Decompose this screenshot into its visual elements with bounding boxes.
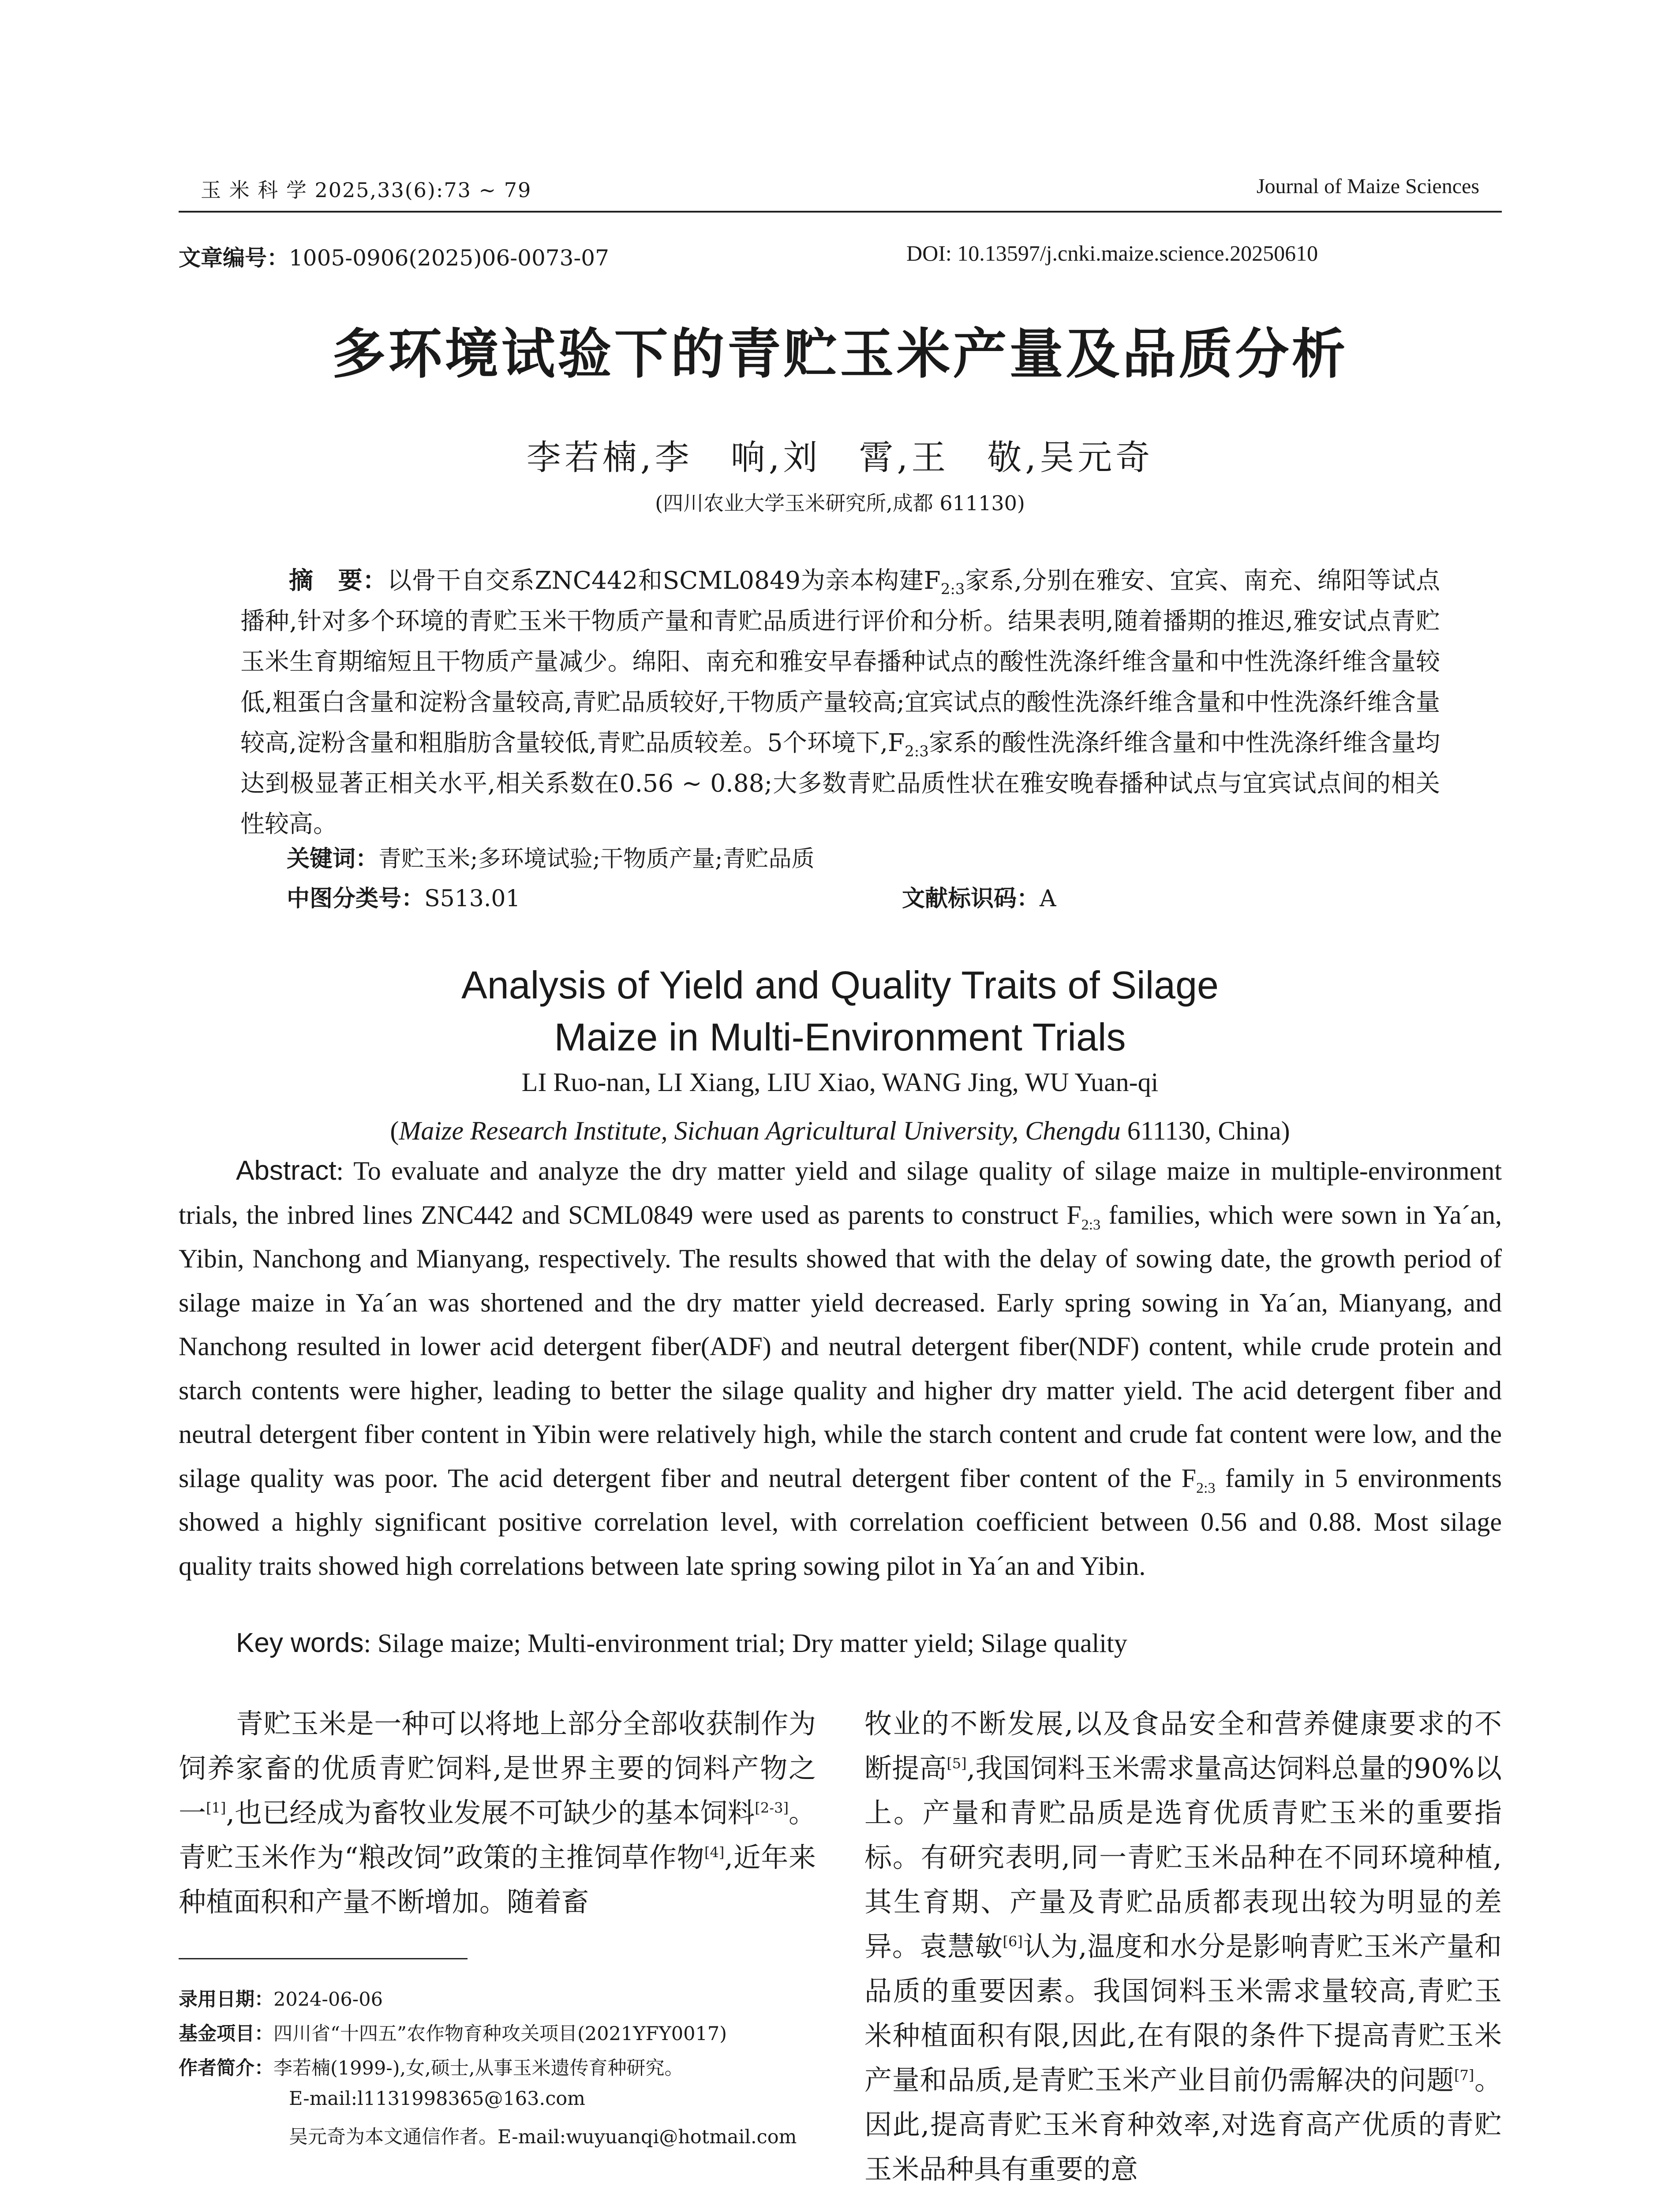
subscript: 2:3	[940, 580, 965, 598]
subscript: 2:3	[1081, 1216, 1101, 1233]
body-column-left	[179, 1701, 816, 1924]
article-number	[179, 240, 609, 272]
citation-ref[interactable]: [4]	[704, 1844, 725, 1861]
keywords-chinese-text: 青贮玉米;多环境试验;干物质产量;青贮品质	[378, 846, 815, 872]
abstract-english-text: family in 5 environments showed a highly significant positive correlation level, with correlation coefficient between 0.56 and 0.88. Most silage quality traits showed high correlations between late spring sowing pilot in Ya´an and Yibin.	[179, 1463, 1502, 1581]
footnote-text: 四川省“十四五”农作物育种攻关项目(2021YFY0017)	[273, 2023, 727, 2045]
header-rule	[179, 211, 1502, 213]
document-code-value: A	[1040, 886, 1056, 912]
body-text: ,我国饲料玉米需求量高达饲料总量的90%以上。产量和青贮品质是选育优质青贮玉米的重要指标。有研究表明,同一青贮玉米品种在不同环境种植,其生育期、产量及青贮品质都表现出较为明显的差异。袁慧敏	[864, 1752, 1502, 1962]
journal-running-title: 玉 米 科 学 2025,33(6):73 ~ 79	[201, 178, 532, 202]
citation-ref[interactable]: [7]	[1454, 2067, 1474, 2084]
subscript: 2:3	[905, 743, 929, 760]
footnote-received	[179, 1984, 383, 2011]
abstract-chinese-text: 以骨干自交系ZNC442和SCML0849为亲本构建F	[387, 566, 941, 594]
article-number-value: 1005-0906(2025)06-0073-07	[289, 245, 609, 271]
document-code-label: 文献标识码：	[902, 886, 1040, 912]
abstract-chinese	[240, 560, 1440, 844]
authors-english: LI Ruo-nan, LI Xiang, LIU Xiao, WANG Jing, WU Yuan-qi	[521, 1068, 1159, 1097]
title-english	[0, 959, 1680, 1063]
keywords-chinese-label: 关键词：	[287, 846, 379, 872]
citation-ref[interactable]: [1]	[206, 1799, 226, 1816]
keywords-english-label: Key words	[236, 1628, 364, 1658]
affiliation-english	[0, 1116, 1680, 1146]
abstract-english-text: : To evaluate and analyze the dry matter yield and silage quality of silage maize in multiple-environment trials, the inbred lines ZNC442 and SCML0849 were used as parents to construct F	[179, 1156, 1502, 1230]
footnote-text: 2024-06-06	[273, 1988, 383, 2011]
abstract-chinese-text: 家系,分别在雅安、宜宾、南充、绵阳等试点播种,针对多个环境的青贮玉米干物质产量和青贮品质进行评价和分析。结果表明,随着播期的推迟,雅安试点青贮玉米生育期缩短且干物质产量减少。绵阳、南充和雅安早春播种试点的酸性洗涤纤维含量和中性洗涤纤维含量较低,粗蛋白含量和淀粉含量较高,青贮品质较好,干物质产量较高;宜宾试点的酸性洗涤纤维含量和中性洗涤纤维含量较高,淀粉含量和粗脂肪含量较低,青贮品质较差。5个环境下,F	[240, 566, 1440, 757]
body-column-right	[864, 1701, 1502, 2191]
footnote-email[interactable]: E-mail:l1131998365@163.com	[289, 2088, 585, 2110]
keywords-chinese	[287, 840, 815, 873]
abstract-english-text: families, which were sown in Ya´an, Yibin, Nanchong and Mianyang, respectively. The results showed that with the delay of sowing date, the growth period of silage maize in Ya´an was shortened and the dry matter yield decreased. Early spring sowing in Ya´an, Mianyang, and Nanchong resulted in lower acid detergent fiber(ADF) and neutral detergent fiber(NDF) content, while crude protein and starch contents were higher, leading to better the silage quality and higher dry matter yield. The acid detergent fiber and neutral detergent fiber content in Yibin were relatively high, while the starch content and crude fat content were low, and the silage quality was poor. The acid detergent fiber and neutral detergent fiber content of the F	[179, 1200, 1502, 1493]
title-chinese: 多环境试验下的青贮玉米产量及品质分析	[332, 323, 1348, 385]
citation-ref[interactable]: [2-3]	[755, 1799, 789, 1816]
classification-label: 中图分类号：	[287, 886, 425, 912]
title-english-line: Analysis of Yield and Quality Traits of Silage	[461, 963, 1219, 1007]
footnote-label: 录用日期：	[179, 1988, 273, 2011]
footnote-label: 基金项目：	[179, 2023, 273, 2045]
body-text: 青贮玉米是一种可以将地上部分全部收获制作为饲养家畜的优质青贮饲料,是世界主要的饲料产物之一	[179, 1708, 816, 1829]
keywords-english	[236, 1627, 1127, 1659]
citation-ref[interactable]: [6]	[1003, 1933, 1023, 1950]
subscript: 2:3	[1196, 1480, 1216, 1496]
body-text: 认为,温度和水分是影响青贮玉米产量和品质的重要因素。我国饲料玉米需求量较高,青贮玉米种植面积有限,因此,在有限的条件下提高青贮玉米产量和品质,是青贮玉米产业目前仍需解决的问题	[864, 1930, 1502, 2096]
abstract-english	[179, 1149, 1502, 1588]
affiliation-chinese: (四川农业大学玉米研究所,成都 611130)	[655, 491, 1025, 515]
keywords-english-text: : Silage maize; Multi-environment trial; Dry matter yield; Silage quality	[363, 1629, 1127, 1658]
classification-value: S513.01	[424, 886, 520, 912]
affiliation-postcode: 611130, China)	[1120, 1116, 1290, 1145]
title-english-line: Maize in Multi-Environment Trials	[554, 1015, 1126, 1059]
affiliation-institution: Maize Research Institute, Sichuan Agricultural University, Chengdu	[399, 1116, 1121, 1145]
abstract-chinese-label: 摘 要：	[289, 566, 388, 594]
abstract-chinese-text: 家系的酸性洗涤纤维含量和中性洗涤纤维含量均达到极显著正相关水平,相关系数在0.56 ~ 0.88;大多数青贮品质性状在雅安晚春播种试点与宜宾试点间的相关性较高。	[240, 729, 1440, 838]
body-text: 。因此,提高青贮玉米育种效率,对选育高产优质的青贮玉米品种具有重要的意	[864, 2064, 1502, 2185]
footnote-corresponding-author: 吴元奇为本文通信作者。E-mail:wuyuanqi@hotmail.com	[289, 2126, 797, 2148]
body-text: ,近年来种植面积和产量不断增加。随着畜	[179, 1841, 816, 1918]
abstract-english-label: Abstract	[236, 1155, 337, 1186]
footnote-text: 李若楠(1999-),女,硕士,从事玉米遗传育种研究。	[273, 2057, 684, 2079]
body-text: 。青贮玉米作为“粮改饲”政策的主推饲草作物	[179, 1797, 816, 1873]
footnote-rule	[179, 1958, 468, 1959]
footnote-fund	[179, 2019, 727, 2046]
body-text: 牧业的不断发展,以及食品安全和营养健康要求的不断提高	[864, 1708, 1502, 1784]
footnote-author	[179, 2053, 684, 2080]
authors-chinese: 李若楠,李 响,刘 霄,王 敬,吴元奇	[526, 438, 1154, 478]
classification-number	[287, 880, 520, 913]
journal-english-name: Journal of Maize Sciences	[1256, 175, 1479, 198]
document-code	[902, 880, 1056, 913]
doi: DOI: 10.13597/j.cnki.maize.science.20250610	[906, 241, 1318, 265]
citation-ref[interactable]: [5]	[947, 1755, 967, 1772]
article-number-label: 文章编号：	[179, 245, 289, 271]
body-text: ,也已经成为畜牧业发展不可缺少的基本饲料	[226, 1797, 755, 1829]
affiliation-open: (	[390, 1116, 399, 1145]
footnote-label: 作者简介：	[179, 2057, 273, 2079]
